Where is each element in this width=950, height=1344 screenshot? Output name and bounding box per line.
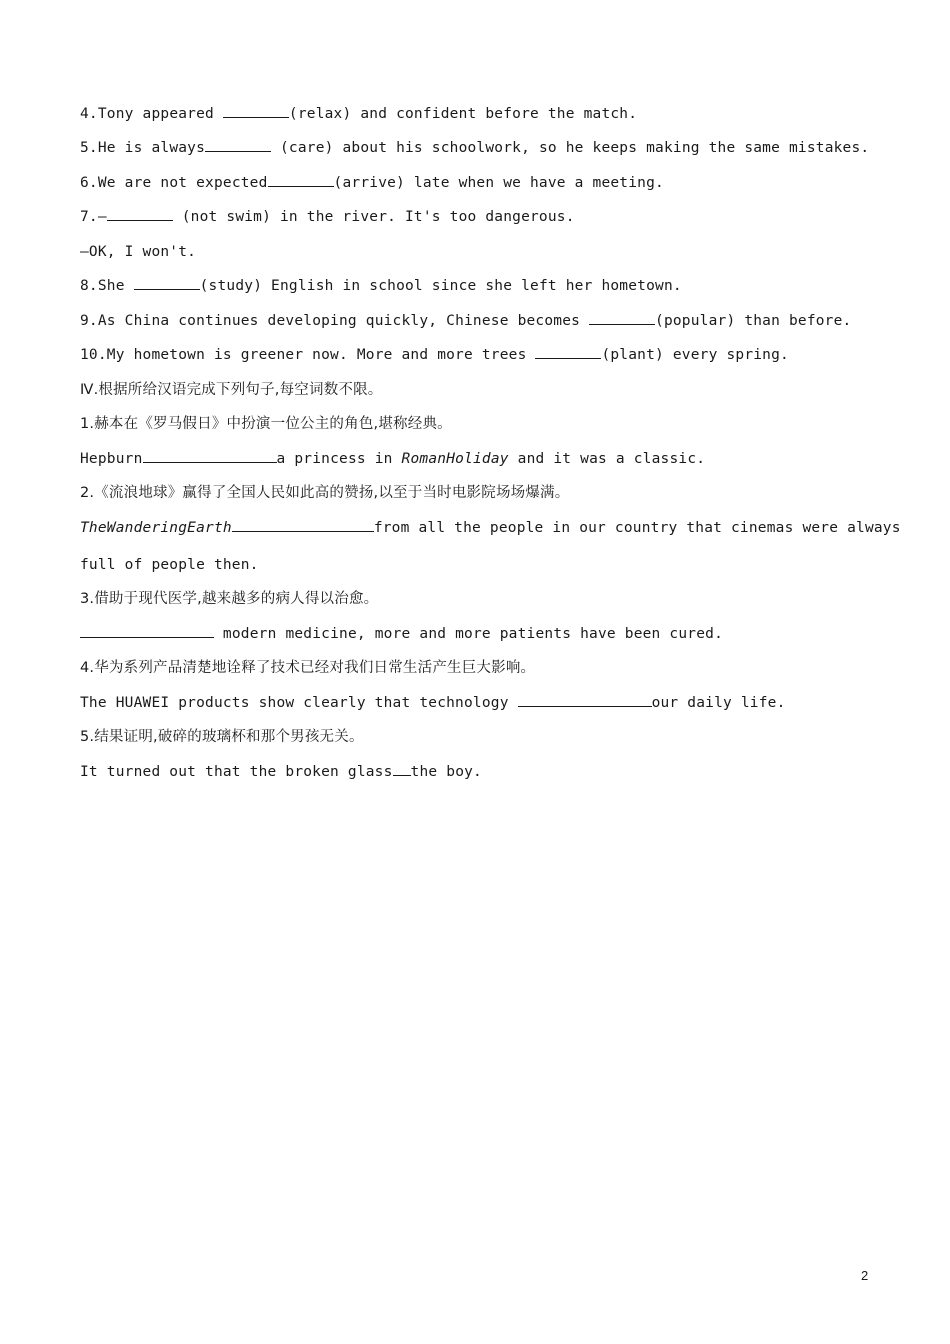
answer-blank[interactable]	[205, 138, 271, 152]
translation-q4-prompt: 4.华为系列产品清楚地诠释了技术已经对我们日常生活产生巨大影响。	[80, 660, 536, 676]
answer-blank[interactable]	[589, 311, 655, 325]
translation-q2-prompt: 2.《流浪地球》赢得了全国人民如此高的赞扬,以至于当时电影院场场爆满。	[80, 485, 570, 501]
translation-q1-prompt: 1.赫本在《罗马假日》中扮演一位公主的角色,堪称经典。	[80, 416, 452, 432]
page-number: 2	[861, 1268, 869, 1283]
answer-blank[interactable]	[143, 449, 277, 463]
answer-blank[interactable]	[107, 207, 173, 221]
answer-blank[interactable]	[268, 173, 334, 187]
translation-q5-prompt: 5.结果证明,破碎的玻璃杯和那个男孩无关。	[80, 729, 364, 745]
question-10: 10.My hometown is greener now. More and more trees (plant) every spring.	[80, 347, 789, 363]
question-5: 5.He is always (care) about his schoolwork, so he keeps making the same mistakes.	[80, 140, 870, 156]
answer-blank[interactable]	[535, 345, 601, 359]
translation-q2: TheWanderingEarth from all the people in our country that cinemas were always	[80, 520, 901, 536]
answer-blank[interactable]	[232, 518, 374, 532]
question-7-reply: —OK, I won't.	[80, 244, 197, 260]
question-6: 6.We are not expected (arrive) late when we have a meeting.	[80, 175, 664, 191]
answer-blank[interactable]	[223, 104, 289, 118]
translation-q1: Hepburn a princess in RomanHoliday and it was a classic.	[80, 451, 706, 467]
question-9: 9.As China continues developing quickly, Chinese becomes (popular) than before.	[80, 313, 852, 329]
section-title: Ⅳ.根据所给汉语完成下列句子,每空词数不限。	[80, 382, 383, 398]
translation-q4: The HUAWEI products show clearly that technology our daily life.	[80, 695, 786, 711]
question-4: 4.Tony appeared (relax) and confident before the match.	[80, 106, 638, 122]
answer-blank[interactable]	[134, 276, 200, 290]
answer-blank[interactable]	[393, 762, 411, 776]
translation-q3: modern medicine, more and more patients have been cured.	[80, 624, 723, 644]
answer-blank[interactable]	[80, 624, 214, 638]
translation-q5: It turned out that the broken glass the boy.	[80, 764, 482, 780]
question-7: 7.— (not swim) in the river. It's too dangerous.	[80, 209, 575, 225]
translation-q2-continued: full of people then.	[80, 557, 259, 573]
translation-q3-prompt: 3.借助于现代医学,越来越多的病人得以治愈。	[80, 591, 379, 607]
question-8: 8.She (study) English in school since she left her hometown.	[80, 278, 682, 294]
answer-blank[interactable]	[518, 693, 652, 707]
